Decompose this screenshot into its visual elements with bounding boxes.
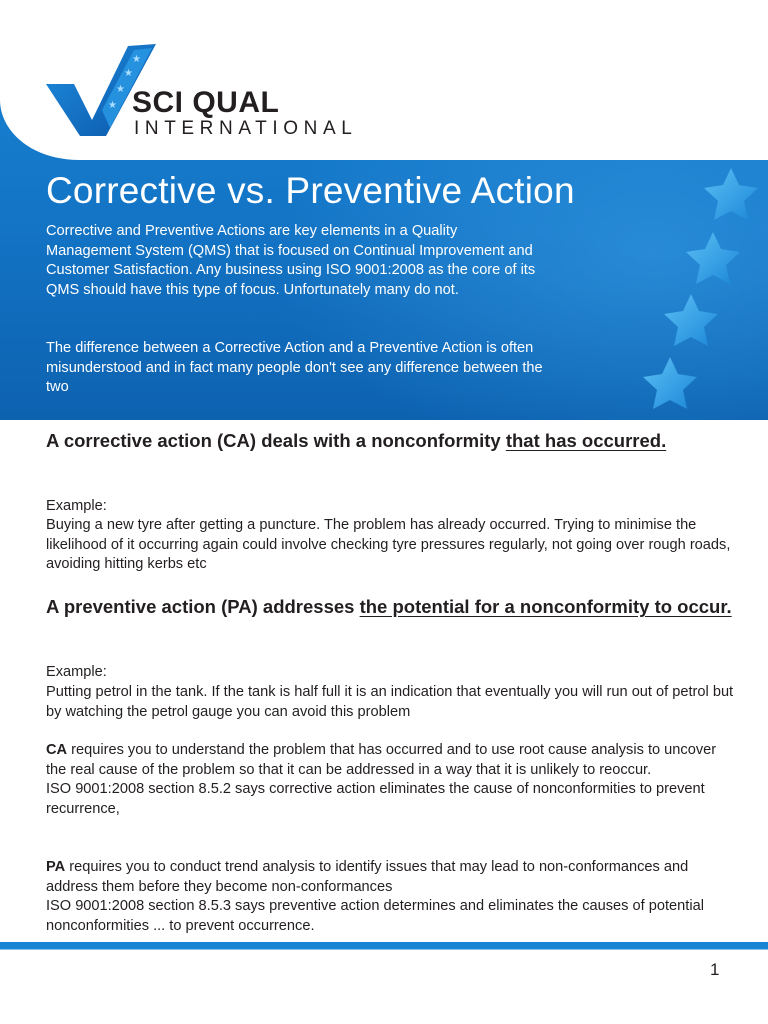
pa-example-text: Putting petrol in the tank. If the tank is half full it is an indication that eventually you will run out of petrol but by watching the petrol gauge you can avoid this problem bbox=[46, 684, 734, 720]
pa-iso-reference: ISO 9001:2008 section 8.5.3 says preventive action determines and eliminates the causes of potential nonconformities ... to prevent occurrence. bbox=[46, 898, 704, 934]
ca-heading-text: A corrective action (CA) deals with a nonconformity bbox=[46, 430, 506, 451]
logo-name: SCI QUAL bbox=[132, 86, 280, 119]
ca-example-text: Buying a new tyre after getting a puncture. The problem has already occurred. Trying to minimise the likelihood of it occurring again could involve checking tyre pressures regularly, not going over rough roads, avoiding hitting kerbs etc bbox=[46, 517, 731, 572]
svg-text:★: ★ bbox=[116, 84, 125, 95]
pa-heading-underlined: the potential for a nonconformity to occur. bbox=[359, 596, 732, 617]
ca-example-label: Example: bbox=[46, 498, 107, 514]
svg-text:★: ★ bbox=[132, 54, 141, 65]
ca-heading bbox=[46, 429, 736, 454]
page-title: Corrective vs. Preventive Action bbox=[46, 170, 575, 211]
pa-explanation bbox=[46, 858, 736, 936]
pa-explanation-text: requires you to conduct trend analysis to identify issues that may lead to non-conformances and address them before they become non-conformances bbox=[46, 859, 689, 895]
pa-heading-text: A preventive action (PA) addresses bbox=[46, 596, 360, 617]
ca-iso-reference: ISO 9001:2008 section 8.5.2 says corrective action eliminates the cause of nonconformities to prevent recurrence, bbox=[46, 781, 705, 817]
ca-explanation bbox=[46, 741, 736, 819]
footer-rule bbox=[0, 942, 768, 949]
pa-abbr: PA bbox=[46, 859, 66, 875]
intro-paragraph-2: The difference between a Corrective Action and a Preventive Action is often misunderstood and in fact many people don't see any difference between the two bbox=[46, 340, 543, 395]
ca-explanation-text: requires you to understand the problem that has occurred and to use root cause analysis to uncover the real cause of the problem so that it can be addressed in a way that it is unlikely to reoccur. bbox=[46, 742, 717, 778]
page-number: 1 bbox=[710, 960, 720, 979]
pa-heading bbox=[46, 595, 736, 620]
svg-text:★: ★ bbox=[108, 100, 117, 111]
intro-paragraph-1: Corrective and Preventive Actions are key elements in a Quality Management System (QMS) that is focused on Continual Improvement and Customer Satisfaction. Any business using ISO 9001:2008 as the core of its QMS should have this type of focus. Unfortunately many do not. bbox=[46, 223, 536, 298]
footer-rule-light bbox=[0, 949, 768, 950]
svg-text:★: ★ bbox=[124, 68, 133, 79]
pa-example-label: Example: bbox=[46, 664, 107, 680]
ca-abbr: CA bbox=[46, 742, 68, 758]
ca-heading-underlined: that has occurred. bbox=[505, 430, 667, 451]
logo-subtitle: INTERNATIONAL bbox=[134, 118, 358, 139]
